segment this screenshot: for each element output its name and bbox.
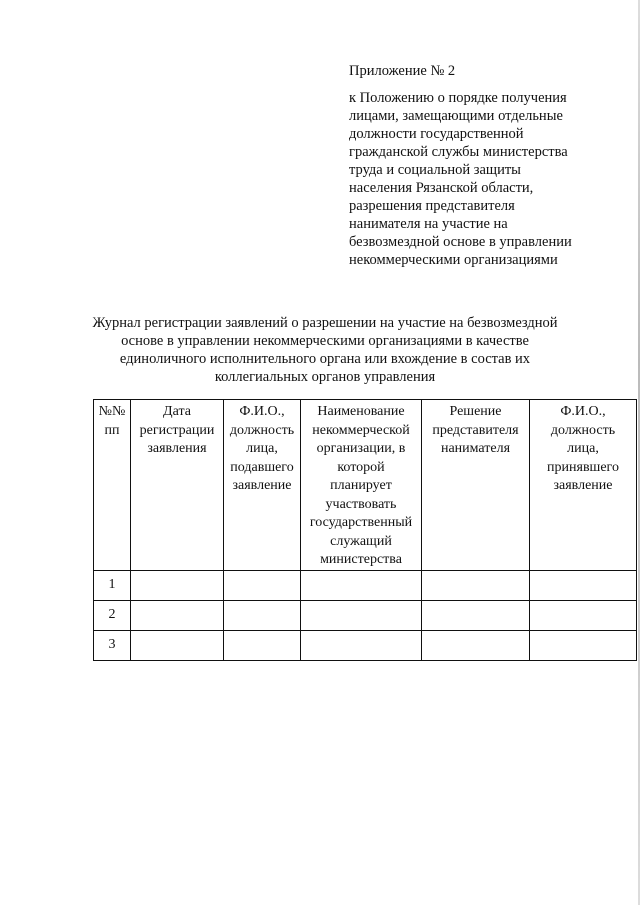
appendix-line: разрешения представителя xyxy=(349,198,515,214)
journal-title-line: единоличного исполнительного органа или вхождение в состав их xyxy=(119,351,531,367)
table-cell xyxy=(224,570,301,600)
table-cell xyxy=(530,600,637,630)
appendix-line: населения Рязанской области, xyxy=(349,180,534,196)
table-cell xyxy=(301,630,422,660)
table-row xyxy=(94,570,637,600)
journal-title-line: основе в управлении некоммерческими организациями в качестве xyxy=(121,333,529,349)
registration-table xyxy=(93,399,637,661)
table-cell xyxy=(224,630,301,660)
appendix-line: должности государственной xyxy=(349,126,524,142)
appendix-description xyxy=(349,89,599,269)
journal-title xyxy=(90,314,560,386)
table-cell xyxy=(422,570,530,600)
appendix-line: труда и социальной защиты xyxy=(349,162,521,178)
table-cell xyxy=(301,570,422,600)
header-number: №№ пп xyxy=(94,400,131,571)
journal-title-line: коллегиальных органов управления xyxy=(214,369,436,385)
appendix-line: нанимателя на участие на xyxy=(349,216,508,232)
table-cell xyxy=(224,600,301,630)
table-cell xyxy=(422,600,530,630)
table-cell xyxy=(131,630,224,660)
header-organization-name: Наименование некоммерческой организации, в которой планирует участвовать государственный служащий министерства xyxy=(301,400,422,571)
table-row xyxy=(94,600,637,630)
header-registration-date: Дата регистрации заявления xyxy=(131,400,224,571)
table-cell: 3 xyxy=(94,630,131,660)
journal-title-line: Журнал регистрации заявлений о разрешении на участие на безвозмездной xyxy=(92,315,558,331)
appendix-title: Приложение № 2 xyxy=(349,63,456,79)
table-row xyxy=(94,630,637,660)
header-receiver: Ф.И.О., должность лица, принявшего заявление xyxy=(530,400,637,571)
table-cell xyxy=(131,570,224,600)
header-applicant: Ф.И.О., должность лица, подавшего заявление xyxy=(224,400,301,571)
appendix-line: некоммерческими организациями xyxy=(349,252,558,268)
appendix-line: к Положению о порядке получения xyxy=(349,90,567,106)
table-header-row xyxy=(94,400,637,571)
table-cell: 1 xyxy=(94,570,131,600)
header-employer-decision: Решение представителя нанимателя xyxy=(422,400,530,571)
appendix-line: безвозмездной основе в управлении xyxy=(349,234,572,250)
table-cell xyxy=(131,600,224,630)
table-cell xyxy=(530,630,637,660)
table-cell: 2 xyxy=(94,600,131,630)
appendix-line: гражданской службы министерства xyxy=(349,144,568,160)
table-cell xyxy=(530,570,637,600)
table-cell xyxy=(422,630,530,660)
table-cell xyxy=(301,600,422,630)
appendix-line: лицами, замещающими отдельные xyxy=(349,108,563,124)
